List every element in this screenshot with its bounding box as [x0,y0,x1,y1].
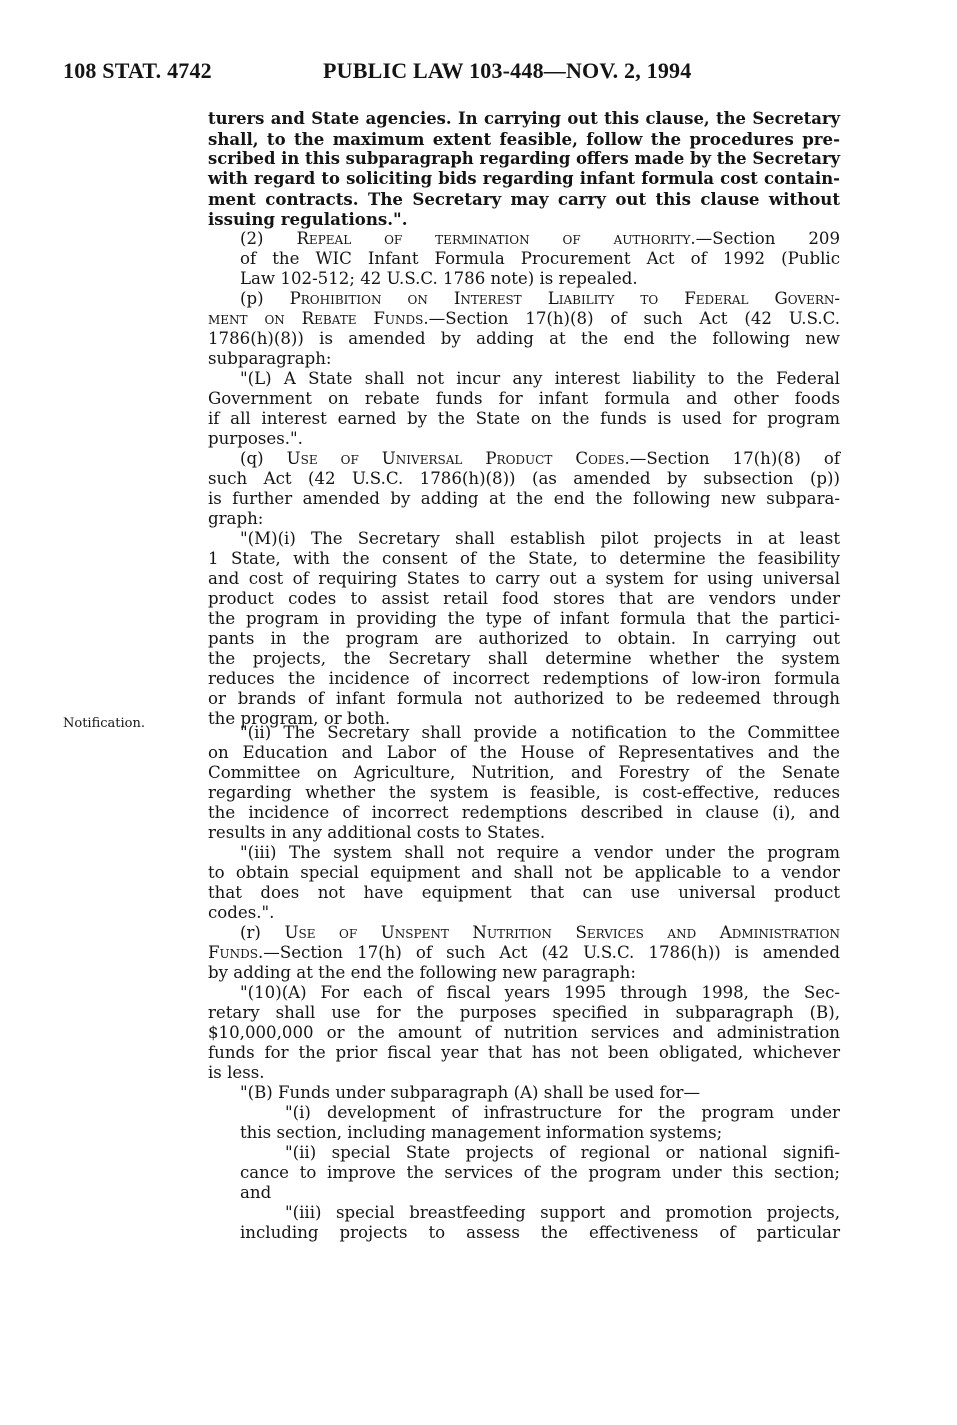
line-text: .—Section 17(h) of such Act (42 U.S.C. 1786(h)) is amended [257,943,840,962]
text-line: to obtain special equipment and shall not be applicable to a vendor [208,863,840,882]
text-line: cance to improve the services of the program under this section; [240,1163,840,1182]
text-line: reduces the incidence of incorrect redemptions of low-iron formula [208,669,840,688]
text-line: "(ii) special State projects of regional or national signifi- [285,1143,840,1162]
text-line: ment contracts. The Secretary may carry out this clause without [208,189,840,209]
text-line: subparagraph: [208,349,332,368]
text-line: with regard to soliciting bids regarding infant formula cost contain- [208,169,840,188]
text-line: Government on rebate funds for infant formula and other foods [208,389,840,408]
page-stat-number: 108 STAT. 4742 [63,58,212,83]
text-line [208,309,840,329]
text-line: that does not have equipment that can use universal product [208,883,840,902]
text-line: "(B) Funds under subparagraph (A) shall be used for— [240,1083,701,1102]
text-line: and cost of requiring States to carry out a system for using universal [208,569,840,588]
section-designator: (r) [240,923,285,942]
text-line: purposes.". [208,429,303,448]
text-line: by adding at the end the following new paragraph: [208,963,636,982]
text-line: 1 State, with the consent of the State, to determine the feasibility [208,549,840,568]
text-line: "(i) development of infrastructure for the program under [285,1103,840,1122]
text-line: and [240,1183,272,1202]
text-line: the incidence of incorrect redemptions described in clause (i), and [208,803,840,822]
text-line: the projects, the Secretary shall determine whether the system [208,649,840,668]
text-line [240,923,840,943]
text-line: shall, to the maximum extent feasible, follow the procedures pre- [208,129,840,149]
text-line: "(M)(i) The Secretary shall establish pilot projects in at least [240,529,840,548]
text-line: is less. [208,1063,265,1082]
text-line: product codes to assist retail food stores that are vendors under [208,589,840,608]
text-line: such Act (42 U.S.C. 1786(h)(8)) (as amended by subsection (p)) [208,469,840,488]
section-heading: Use of Universal Product Codes [286,449,625,468]
text-line: "(iii) The system shall not require a vendor under the program [240,843,840,862]
text-line: "(iii) special breastfeeding support and promotion projects, [285,1203,840,1222]
section-heading: ment on Rebate Funds [208,309,424,328]
text-line: Committee on Agriculture, Nutrition, and Forestry of the Senate [208,763,840,782]
text-line [240,229,840,249]
text-line: on Education and Labor of the House of Representatives and the [208,743,840,762]
line-text: .—Section 17(h)(8) of [624,449,840,468]
text-line [240,449,840,469]
running-header-title: PUBLIC LAW 103-448—NOV. 2, 1994 [323,58,692,83]
text-line [208,943,840,963]
margin-note-notification: Notification. [63,716,145,731]
text-line: or brands of infant formula not authorized to be redeemed through [208,689,840,708]
text-line: graph: [208,509,264,528]
section-designator: (p) [240,289,290,308]
text-line: the program, or both. [208,709,391,728]
text-line: scribed in this subparagraph regarding offers made by the Secretary [208,149,840,168]
section-heading: Repeal of termination of authority [296,229,691,248]
text-line: issuing regulations.". [208,209,408,229]
section-heading: Prohibition on Interest Liability to Federal Govern- [289,289,840,308]
text-line: "(ii) The Secretary shall provide a notification to the Committee [240,723,840,742]
text-line: results in any additional costs to States. [208,823,546,842]
text-line: is further amended by adding at the end the following new subpara- [208,489,840,508]
text-line: pants in the program are authorized to obtain. In carrying out [208,629,840,648]
text-line: of the WIC Infant Formula Procurement Act of 1992 (Public [240,249,840,268]
text-line: codes.". [208,903,275,922]
text-line: including projects to assess the effectiveness of particular [240,1223,840,1242]
text-line [240,289,840,309]
text-line: 1786(h)(8)) is amended by adding at the end the following new [208,329,840,348]
text-line: regarding whether the system is feasible, is cost-effective, reduces [208,783,840,802]
section-heading: Use of Unspent Nutrition Services and Administration [284,923,841,942]
section-designator: (2) [240,229,297,248]
text-line: the program in providing the type of infant formula that the partici- [208,609,840,628]
text-line: turers and State agencies. In carrying out this clause, the Secretary [208,109,840,128]
section-heading: Funds [208,943,258,962]
line-text: .—Section 17(h)(8) of such Act (42 U.S.C. [423,309,841,328]
text-line: funds for the prior fiscal year that has not been obligated, whichever [208,1043,840,1062]
text-line: "(10)(A) For each of fiscal years 1995 through 1998, the Sec- [240,983,840,1002]
text-line: $10,000,000 or the amount of nutrition services and administration [208,1023,840,1042]
text-line: Law 102-512; 42 U.S.C. 1786 note) is repealed. [240,269,638,288]
text-line: this section, including management information systems; [240,1123,723,1142]
text-line: retary shall use for the purposes specified in subparagraph (B), [208,1003,840,1022]
line-text: .—Section 209 [690,229,841,248]
text-line: if all interest earned by the State on the funds is used for program [208,409,840,428]
section-designator: (q) [240,449,287,468]
text-line: "(L) A State shall not incur any interest liability to the Federal [240,369,840,388]
